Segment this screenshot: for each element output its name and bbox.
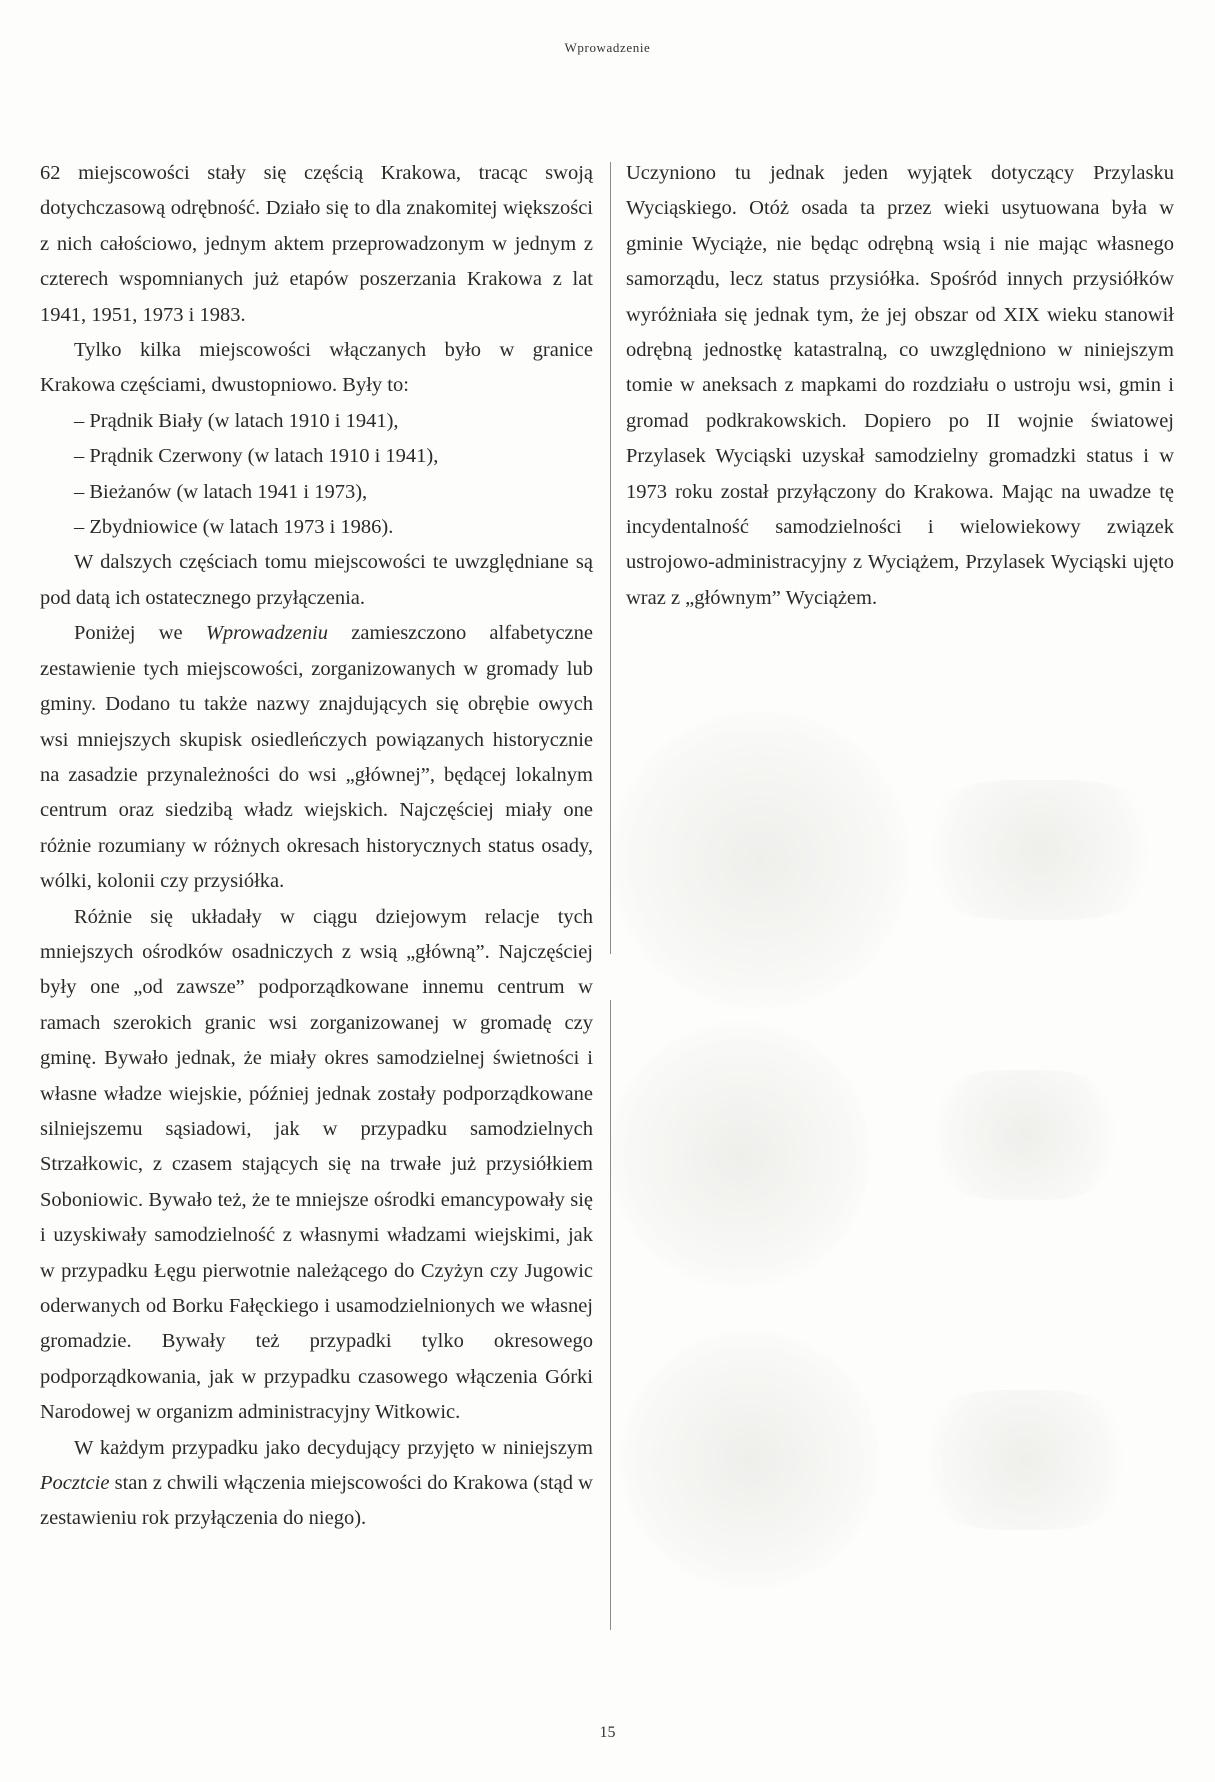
- paragraph-text: stan z chwili włączenia miejscowości do Krakowa (stąd w zestawieniu rok przyłączenia do niego).: [40, 1472, 593, 1530]
- left-text-column: [40, 156, 593, 1537]
- faded-seal-image: [910, 780, 1170, 920]
- faded-seal-image: [920, 1070, 1130, 1200]
- paragraph: Różnie się układały w ciągu dziejowym relacje tych mniejszych ośrodków osadniczych z wsią „główną”. Najczęściej były one „od zawsze” podporządkowane innemu centrum w ramach szerokich granic wsi zorganizowanej w gromadę czy gminę. Bywało jednak, że miały okres samodzielnej świetności i własne władze wiejskie, później jednak zostały podporządkowane silniejszemu sąsiadowi, jak w przypadku samodzielnych Strzałkowic, z czasem stających się na trwałe już przysiółkiem Soboniowic. Bywało też, że te mniejsze ośrodki emancypowały się i uzyskiwały samodzielność z własnymi władzami wiejskimi, jak w przypadku Łęgu pierwotnie należącego do Czyżyn czy Jugowic oderwanych od Borku Fałęckiego i usamodzielnionych we własnej gromadzie. Bywały też przypadki tylko okresowego podporządkowania, jak w przypadku czasowego włączenia Górki Narodowej w organizm administracyjny Witkowic.: [40, 905, 593, 1424]
- italic-title: Pocztcie: [40, 1472, 110, 1495]
- paragraph: [40, 1431, 593, 1537]
- locality-list: [40, 404, 593, 546]
- list-item: – Prądnik Biały (w latach 1910 i 1941),: [74, 409, 399, 432]
- column-divider: [610, 162, 611, 954]
- faded-seal-image: [610, 1020, 870, 1290]
- italic-title: Wprowadzeniu: [205, 622, 329, 645]
- paragraph: [40, 616, 593, 899]
- list-item: – Prądnik Czerwony (w latach 1910 i 1941),: [74, 445, 439, 468]
- paragraph-text: Poniżej we: [74, 622, 206, 645]
- paragraph-text: zamieszczono alfabetyczne zestawienie tych miejscowości, zorganizowanych w gromady lub gminy. Dodano tu także nazwy znajdujących się obrębie owych wsi mniejszych skupisk osiedleńczych powiązanych historycznie na zasadzie przynależności do wsi „głównej”, będącej lokalnym centrum oraz siedzibą władz wiejskich. Najczęściej miały one różnie rozumiany w różnych okresach historycznych status osady, wólki, kolonii czy przysiółka.: [40, 622, 593, 893]
- faded-seal-image: [620, 1330, 880, 1590]
- list-item: – Zbydniowice (w latach 1973 i 1986).: [74, 516, 394, 539]
- faded-seal-image: [910, 1390, 1140, 1530]
- right-text-column: [626, 156, 1174, 616]
- paragraph: Uczyniono tu jednak jeden wyjątek dotyczący Przylasku Wyciąskiego. Otóż osada ta przez wieki usytuowana była w gminie Wyciąże, nie będąc odrębną wsią i nie mając własnego samorządu, lecz status przysiółka. Spośród innych przysiółków wyróżniała się jednak tym, że jej obszar od XIX wieku stanowił odrębną jednostkę katastralną, co uwzględniono w niniejszym tomie w aneksach z mapkami do rozdziału o ustroju wsi, gmin i gromad podkrakowskich. Dopiero po II wojnie światowej Przylasek Wyciąski uzyskał samodzielny gromadzki status i w 1973 roku został przyłączony do Krakowa. Mając na uwadze tę incydentalność samodzielności i wielowiekowy związek ustrojowo-administracyjny z Wyciążem, Przylasek Wyciąski ujęto wraz z „głównym” Wyciążem.: [626, 162, 1174, 609]
- paragraph: 62 miejscowości stały się częścią Krakowa, tracąc swoją dotychczasową odrębność. Działo się to dla znakomitej większości z nich całościowo, jednym aktem przeprowadzonym w jednym z czterech wspomnianych już etapów poszerzania Krakowa z lat 1941, 1951, 1973 i 1983.: [40, 162, 593, 326]
- paragraph-text: W każdym przypadku jako decydujący przyjęto w niniejszym: [74, 1436, 593, 1459]
- list-item: – Bieżanów (w latach 1941 i 1973),: [74, 480, 368, 503]
- paragraph: W dalszych częściach tomu miejscowości te uwzględniane są pod datą ich ostatecznego przyłączenia.: [40, 551, 593, 609]
- column-divider: [610, 1000, 611, 1630]
- paragraph: Tylko kilka miejscowości włączanych było w granice Krakowa częściami, dwustopniowo. Były to:: [40, 339, 593, 397]
- running-header: Wprowadzenie: [564, 40, 651, 55]
- page-number: 15: [599, 1724, 616, 1741]
- faded-seal-image: [610, 710, 910, 1010]
